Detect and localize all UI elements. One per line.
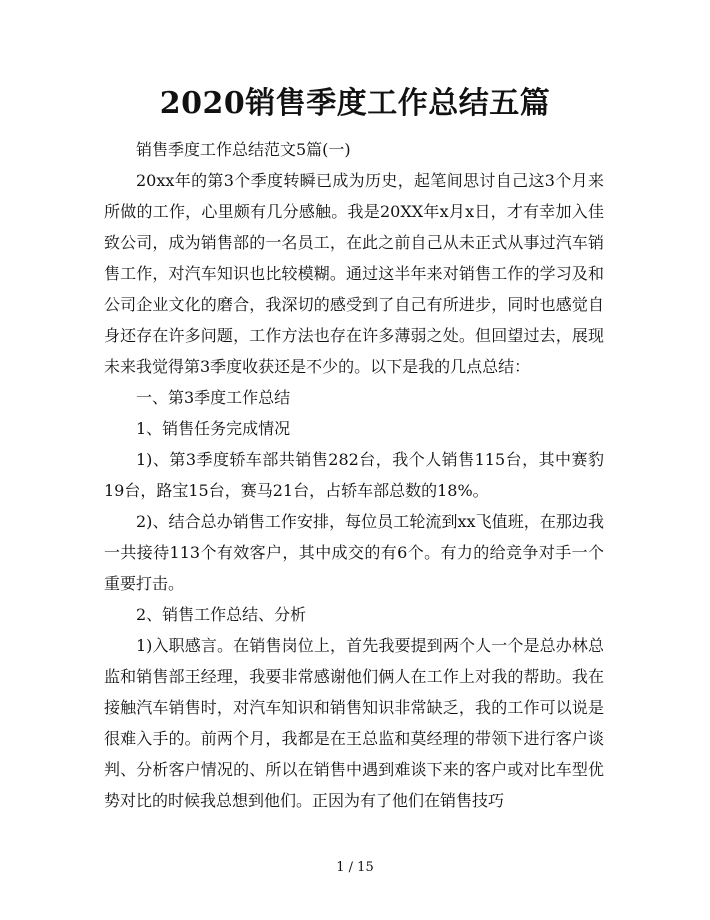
document-body xyxy=(104,134,604,816)
page-number: 1 / 15 xyxy=(336,860,374,875)
document-title: 2020销售季度工作总结五篇 xyxy=(159,86,551,121)
paragraph-onboarding: 1)入职感言。在销售岗位上，首先我要提到两个人一个是总办林总监和销售部王经理，我要非常感谢他们俩人在工作上对我的帮助。我在接触汽车销售时，对汽车知识和销售知识非常缺乏，我的工作可以说是很难入手的。前两个月，我都是在王总监和莫经理的带领下进行客户谈判、分析客户情况的、所以在销售中遇到难谈下来的客户或对比车型优势对比的时候我总想到他们。正因为有了他们在销售技巧 xyxy=(104,636,604,810)
heading-section-1: 一、第3季度工作总结 xyxy=(136,388,291,407)
paragraph-introduction: 20xx年的第3个季度转瞬已成为历史，起笔间思讨自己这3个月来所做的工作，心里颇有几分感触。我是20XX年x月x日，才有幸加入佳致公司，成为销售部的一名员工，在此之前自己从未正式从事过汽车销售工作，对汽车知识也比较模糊。通过这半年来对销售工作的学习及和公司企业文化的磨合，我深切的感受到了自己有所进步，同时也感觉自身还存在许多问题，工作方法也存在许多薄弱之处。但回望过去，展现未来我觉得第3季度收获还是不少的。以下是我的几点总结： xyxy=(104,171,604,376)
section-subtitle: 销售季度工作总结范文5篇(一) xyxy=(136,140,351,159)
paragraph-duty-shift: 2)、结合总办销售工作安排，每位员工轮流到xx飞值班，在那边我一共接待113个有效客户，其中成交的有6个。有力的给竞争对手一个重要打击。 xyxy=(104,512,604,593)
heading-sales-task: 1、销售任务完成情况 xyxy=(136,419,291,438)
paragraph-sales-figures: 1)、第3季度轿车部共销售282台，我个人销售115台，其中赛豹19台，路宝15台，赛马21台，占轿车部总数的18%。 xyxy=(104,450,604,500)
heading-sales-analysis: 2、销售工作总结、分析 xyxy=(136,605,307,624)
